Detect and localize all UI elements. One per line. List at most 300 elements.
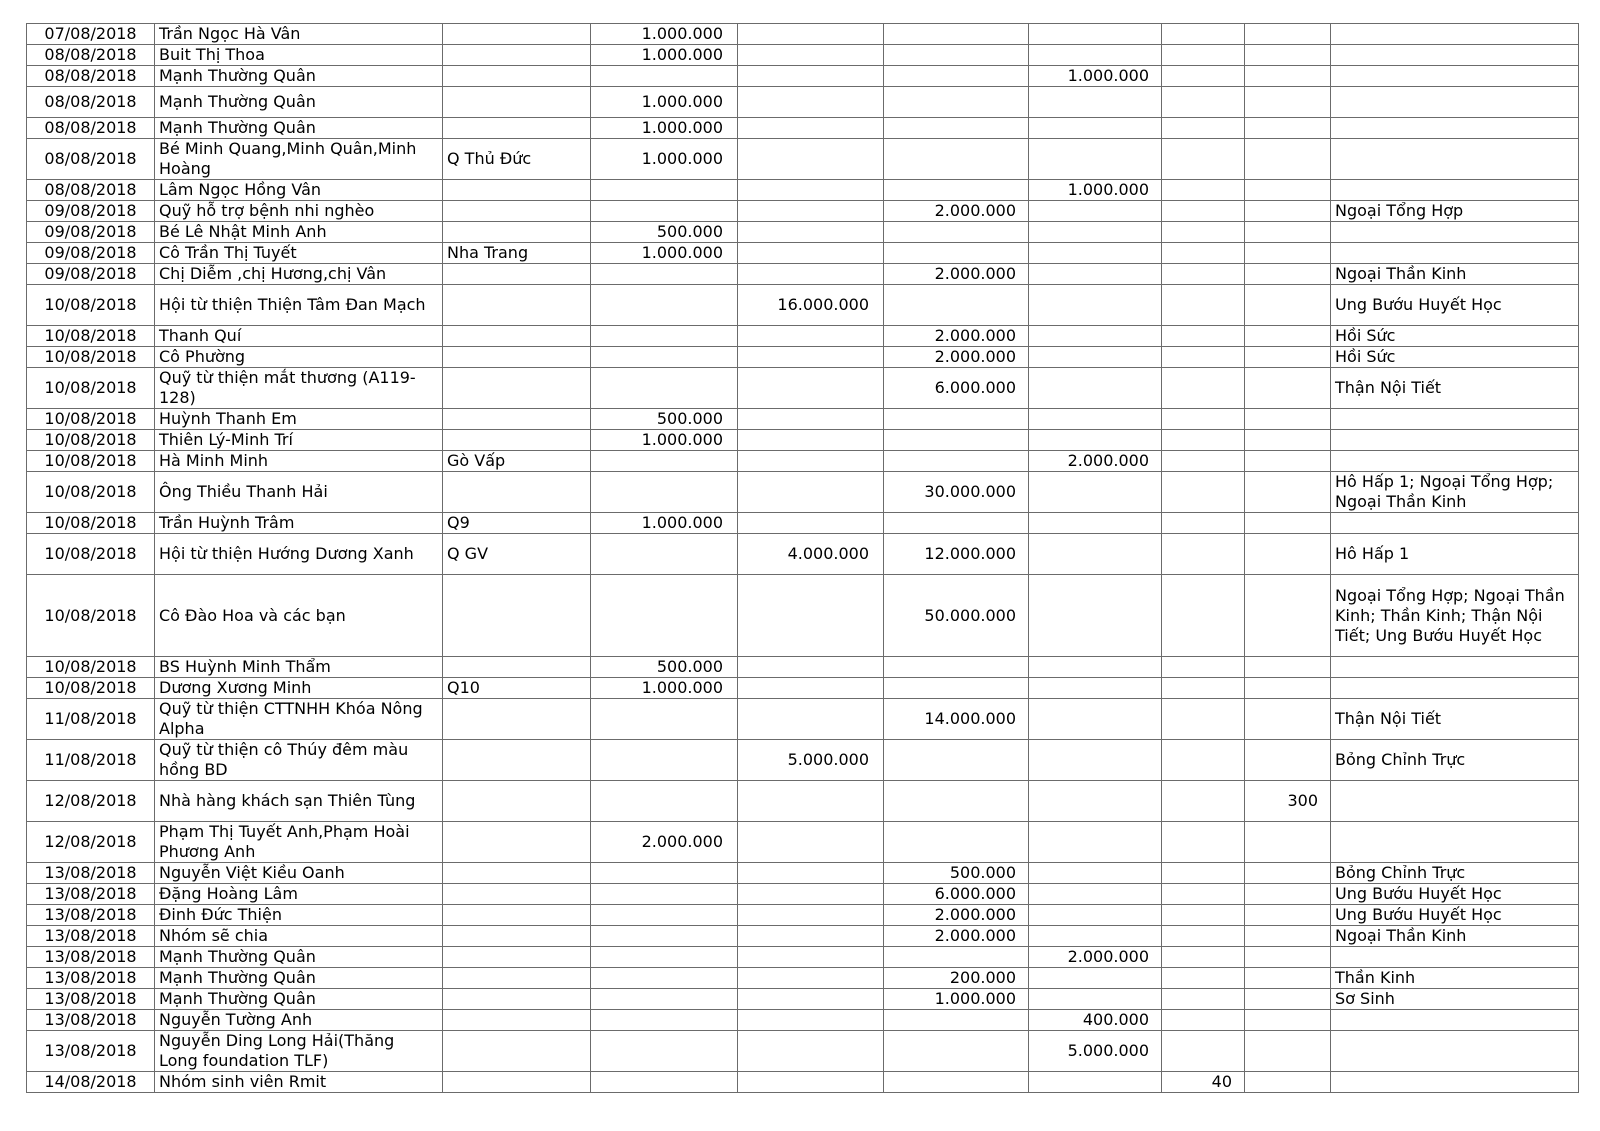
- amount-col-1-cell: [591, 264, 738, 285]
- location-cell: [443, 180, 591, 201]
- table-row: [27, 947, 1579, 968]
- date-cell: 13/08/2018: [27, 968, 155, 989]
- amount-col-4-cell: 5.000.000: [1029, 1031, 1162, 1072]
- department-cell: [1331, 947, 1579, 968]
- amount-col-2-cell: 4.000.000: [738, 534, 884, 575]
- quantity-col-2-cell: [1245, 1031, 1331, 1072]
- donor-name-cell: Phạm Thị Tuyết Anh,Phạm Hoài Phương Anh: [155, 822, 443, 863]
- department-cell: Hô Hấp 1; Ngoại Tổng Hợp; Ngoại Thần Kinh: [1331, 472, 1579, 513]
- amount-col-4-cell: [1029, 1072, 1162, 1093]
- location-cell: [443, 118, 591, 139]
- amount-col-3-cell: [884, 657, 1029, 678]
- quantity-col-2-cell: [1245, 989, 1331, 1010]
- quantity-col-2-cell: 300: [1245, 781, 1331, 822]
- amount-col-3-cell: [884, 139, 1029, 180]
- table-row: [27, 926, 1579, 947]
- quantity-col-1-cell: [1162, 513, 1245, 534]
- amount-col-4-cell: [1029, 678, 1162, 699]
- amount-col-4-cell: 2.000.000: [1029, 947, 1162, 968]
- table-row: [27, 264, 1579, 285]
- quantity-col-1-cell: [1162, 409, 1245, 430]
- location-cell: Q9: [443, 513, 591, 534]
- department-cell: Ngoại Tổng Hợp; Ngoại Thần Kinh; Thần Kinh; Thận Nội Tiết; Ung Bướu Huyết Học: [1331, 575, 1579, 657]
- amount-col-1-cell: 1.000.000: [591, 45, 738, 66]
- department-cell: [1331, 678, 1579, 699]
- quantity-col-1-cell: [1162, 1031, 1245, 1072]
- amount-col-1-cell: [591, 575, 738, 657]
- location-cell: Nha Trang: [443, 243, 591, 264]
- amount-col-4-cell: [1029, 87, 1162, 118]
- donor-name-cell: Quỹ từ thiện cô Thúy đêm màu hồng BD: [155, 740, 443, 781]
- table-row: [27, 243, 1579, 264]
- amount-col-2-cell: [738, 409, 884, 430]
- location-cell: [443, 740, 591, 781]
- amount-col-2-cell: [738, 24, 884, 45]
- amount-col-4-cell: 1.000.000: [1029, 180, 1162, 201]
- date-cell: 13/08/2018: [27, 1010, 155, 1031]
- date-cell: 13/08/2018: [27, 989, 155, 1010]
- department-cell: Bỏng Chỉnh Trực: [1331, 863, 1579, 884]
- table-row: [27, 699, 1579, 740]
- quantity-col-2-cell: [1245, 409, 1331, 430]
- donor-name-cell: Quỹ từ thiện CTTNHH Khóa Nông Alpha: [155, 699, 443, 740]
- amount-col-3-cell: [884, 1031, 1029, 1072]
- quantity-col-1-cell: [1162, 368, 1245, 409]
- amount-col-1-cell: [591, 66, 738, 87]
- table-row: [27, 368, 1579, 409]
- quantity-col-2-cell: [1245, 472, 1331, 513]
- amount-col-1-cell: [591, 1072, 738, 1093]
- amount-col-2-cell: [738, 347, 884, 368]
- quantity-col-2-cell: [1245, 822, 1331, 863]
- amount-col-3-cell: 14.000.000: [884, 699, 1029, 740]
- amount-col-3-cell: [884, 409, 1029, 430]
- location-cell: [443, 947, 591, 968]
- amount-col-4-cell: [1029, 884, 1162, 905]
- amount-col-1-cell: [591, 781, 738, 822]
- amount-col-2-cell: [738, 947, 884, 968]
- date-cell: 13/08/2018: [27, 1031, 155, 1072]
- table-row: [27, 1010, 1579, 1031]
- table-row: [27, 430, 1579, 451]
- quantity-col-1-cell: [1162, 201, 1245, 222]
- donor-name-cell: Ông Thiều Thanh Hải: [155, 472, 443, 513]
- quantity-col-2-cell: [1245, 678, 1331, 699]
- quantity-col-1-cell: [1162, 822, 1245, 863]
- amount-col-1-cell: [591, 1010, 738, 1031]
- department-cell: [1331, 66, 1579, 87]
- donor-name-cell: Buit Thị Thoa: [155, 45, 443, 66]
- amount-col-1-cell: 1.000.000: [591, 118, 738, 139]
- date-cell: 08/08/2018: [27, 180, 155, 201]
- date-cell: 13/08/2018: [27, 863, 155, 884]
- date-cell: 12/08/2018: [27, 822, 155, 863]
- quantity-col-2-cell: [1245, 264, 1331, 285]
- date-cell: 10/08/2018: [27, 451, 155, 472]
- quantity-col-1-cell: [1162, 740, 1245, 781]
- date-cell: 08/08/2018: [27, 139, 155, 180]
- quantity-col-1-cell: [1162, 24, 1245, 45]
- table-row: [27, 740, 1579, 781]
- amount-col-1-cell: 1.000.000: [591, 430, 738, 451]
- amount-col-2-cell: [738, 905, 884, 926]
- date-cell: 13/08/2018: [27, 884, 155, 905]
- quantity-col-1-cell: [1162, 87, 1245, 118]
- location-cell: [443, 285, 591, 326]
- donor-name-cell: Bé Minh Quang,Minh Quân,Minh Hoàng: [155, 139, 443, 180]
- location-cell: [443, 1010, 591, 1031]
- amount-col-4-cell: [1029, 781, 1162, 822]
- date-cell: 07/08/2018: [27, 24, 155, 45]
- table-row: [27, 222, 1579, 243]
- amount-col-3-cell: [884, 118, 1029, 139]
- amount-col-2-cell: [738, 472, 884, 513]
- quantity-col-2-cell: [1245, 575, 1331, 657]
- amount-col-3-cell: 2.000.000: [884, 264, 1029, 285]
- quantity-col-2-cell: [1245, 968, 1331, 989]
- quantity-col-1-cell: [1162, 347, 1245, 368]
- table-row: [27, 863, 1579, 884]
- department-cell: [1331, 24, 1579, 45]
- amount-col-2-cell: [738, 368, 884, 409]
- amount-col-3-cell: 2.000.000: [884, 347, 1029, 368]
- donor-name-cell: Quỹ từ thiện mắt thương (A119-128): [155, 368, 443, 409]
- table-row: [27, 118, 1579, 139]
- quantity-col-2-cell: [1245, 905, 1331, 926]
- location-cell: [443, 472, 591, 513]
- amount-col-3-cell: [884, 285, 1029, 326]
- date-cell: 14/08/2018: [27, 1072, 155, 1093]
- amount-col-4-cell: [1029, 347, 1162, 368]
- amount-col-1-cell: [591, 534, 738, 575]
- location-cell: [443, 1031, 591, 1072]
- quantity-col-2-cell: [1245, 884, 1331, 905]
- location-cell: [443, 822, 591, 863]
- quantity-col-1-cell: [1162, 968, 1245, 989]
- amount-col-2-cell: [738, 884, 884, 905]
- quantity-col-1-cell: 40: [1162, 1072, 1245, 1093]
- amount-col-4-cell: [1029, 822, 1162, 863]
- quantity-col-1-cell: [1162, 926, 1245, 947]
- amount-col-3-cell: 6.000.000: [884, 368, 1029, 409]
- department-cell: [1331, 1072, 1579, 1093]
- amount-col-4-cell: [1029, 24, 1162, 45]
- amount-col-2-cell: [738, 222, 884, 243]
- department-cell: [1331, 139, 1579, 180]
- amount-col-3-cell: [884, 1072, 1029, 1093]
- amount-col-1-cell: [591, 368, 738, 409]
- donor-name-cell: Hội từ thiện Hướng Dương Xanh: [155, 534, 443, 575]
- amount-col-1-cell: [591, 347, 738, 368]
- amount-col-2-cell: [738, 699, 884, 740]
- quantity-col-1-cell: [1162, 989, 1245, 1010]
- amount-col-3-cell: 2.000.000: [884, 201, 1029, 222]
- amount-col-2-cell: [738, 264, 884, 285]
- quantity-col-1-cell: [1162, 451, 1245, 472]
- amount-col-4-cell: [1029, 740, 1162, 781]
- department-cell: [1331, 1010, 1579, 1031]
- amount-col-4-cell: [1029, 657, 1162, 678]
- amount-col-3-cell: [884, 678, 1029, 699]
- department-cell: [1331, 1031, 1579, 1072]
- amount-col-1-cell: 1.000.000: [591, 139, 738, 180]
- location-cell: [443, 66, 591, 87]
- donor-name-cell: Cô Đào Hoa và các bạn: [155, 575, 443, 657]
- amount-col-4-cell: [1029, 989, 1162, 1010]
- quantity-col-1-cell: [1162, 884, 1245, 905]
- department-cell: [1331, 243, 1579, 264]
- amount-col-3-cell: 2.000.000: [884, 926, 1029, 947]
- donor-name-cell: Nhà hàng khách sạn Thiên Tùng: [155, 781, 443, 822]
- quantity-col-2-cell: [1245, 699, 1331, 740]
- amount-col-4-cell: [1029, 222, 1162, 243]
- quantity-col-2-cell: [1245, 513, 1331, 534]
- table-row: [27, 678, 1579, 699]
- amount-col-4-cell: [1029, 201, 1162, 222]
- amount-col-2-cell: [738, 118, 884, 139]
- amount-col-1-cell: [591, 947, 738, 968]
- quantity-col-2-cell: [1245, 24, 1331, 45]
- date-cell: 10/08/2018: [27, 472, 155, 513]
- location-cell: [443, 87, 591, 118]
- table-row: [27, 884, 1579, 905]
- table-row: [27, 534, 1579, 575]
- department-cell: [1331, 513, 1579, 534]
- amount-col-3-cell: 500.000: [884, 863, 1029, 884]
- amount-col-2-cell: [738, 451, 884, 472]
- table-row: [27, 905, 1579, 926]
- location-cell: Q GV: [443, 534, 591, 575]
- quantity-col-2-cell: [1245, 118, 1331, 139]
- date-cell: 10/08/2018: [27, 575, 155, 657]
- department-cell: [1331, 657, 1579, 678]
- location-cell: [443, 968, 591, 989]
- date-cell: 08/08/2018: [27, 66, 155, 87]
- table-row: [27, 66, 1579, 87]
- date-cell: 11/08/2018: [27, 740, 155, 781]
- amount-col-2-cell: [738, 1010, 884, 1031]
- amount-col-1-cell: [591, 1031, 738, 1072]
- amount-col-4-cell: [1029, 264, 1162, 285]
- amount-col-1-cell: [591, 740, 738, 781]
- table-row: [27, 575, 1579, 657]
- table-row: [27, 87, 1579, 118]
- amount-col-1-cell: 2.000.000: [591, 822, 738, 863]
- quantity-col-1-cell: [1162, 575, 1245, 657]
- amount-col-4-cell: 1.000.000: [1029, 66, 1162, 87]
- department-cell: Thần Kinh: [1331, 968, 1579, 989]
- donor-name-cell: Mạnh Thường Quân: [155, 947, 443, 968]
- table-row: [27, 657, 1579, 678]
- department-cell: Ung Bướu Huyết Học: [1331, 884, 1579, 905]
- table-row: [27, 781, 1579, 822]
- quantity-col-2-cell: [1245, 430, 1331, 451]
- location-cell: [443, 905, 591, 926]
- table-row: [27, 409, 1579, 430]
- department-cell: [1331, 451, 1579, 472]
- location-cell: Q10: [443, 678, 591, 699]
- quantity-col-2-cell: [1245, 534, 1331, 575]
- amount-col-1-cell: 1.000.000: [591, 513, 738, 534]
- quantity-col-1-cell: [1162, 699, 1245, 740]
- donor-name-cell: Nguyễn Ding Long Hải(Thăng Long foundation TLF): [155, 1031, 443, 1072]
- amount-col-3-cell: [884, 513, 1029, 534]
- donor-name-cell: Đặng Hoàng Lâm: [155, 884, 443, 905]
- quantity-col-1-cell: [1162, 222, 1245, 243]
- department-cell: Bỏng Chỉnh Trực: [1331, 740, 1579, 781]
- donor-name-cell: Cô Phường: [155, 347, 443, 368]
- amount-col-1-cell: [591, 968, 738, 989]
- quantity-col-1-cell: [1162, 118, 1245, 139]
- amount-col-3-cell: [884, 430, 1029, 451]
- donor-name-cell: Mạnh Thường Quân: [155, 87, 443, 118]
- amount-col-1-cell: [591, 201, 738, 222]
- amount-col-4-cell: [1029, 243, 1162, 264]
- quantity-col-2-cell: [1245, 285, 1331, 326]
- quantity-col-2-cell: [1245, 139, 1331, 180]
- amount-col-4-cell: [1029, 430, 1162, 451]
- quantity-col-1-cell: [1162, 657, 1245, 678]
- amount-col-2-cell: [738, 513, 884, 534]
- table-row: [27, 139, 1579, 180]
- department-cell: Hồi Sức: [1331, 326, 1579, 347]
- donor-name-cell: Trần Huỳnh Trâm: [155, 513, 443, 534]
- quantity-col-2-cell: [1245, 347, 1331, 368]
- location-cell: [443, 201, 591, 222]
- location-cell: Gò Vấp: [443, 451, 591, 472]
- amount-col-2-cell: [738, 781, 884, 822]
- amount-col-4-cell: [1029, 863, 1162, 884]
- ledger-rows: [27, 24, 1579, 1093]
- donor-name-cell: Thiên Lý-Minh Trí: [155, 430, 443, 451]
- amount-col-3-cell: 30.000.000: [884, 472, 1029, 513]
- amount-col-2-cell: [738, 201, 884, 222]
- department-cell: Ngoại Thần Kinh: [1331, 264, 1579, 285]
- quantity-col-2-cell: [1245, 87, 1331, 118]
- amount-col-1-cell: 500.000: [591, 657, 738, 678]
- quantity-col-2-cell: [1245, 326, 1331, 347]
- amount-col-2-cell: [738, 1031, 884, 1072]
- department-cell: [1331, 409, 1579, 430]
- amount-col-4-cell: [1029, 368, 1162, 409]
- table-row: [27, 1031, 1579, 1072]
- table-row: [27, 822, 1579, 863]
- amount-col-4-cell: [1029, 472, 1162, 513]
- quantity-col-1-cell: [1162, 678, 1245, 699]
- table-row: [27, 326, 1579, 347]
- amount-col-2-cell: [738, 87, 884, 118]
- department-cell: Hô Hấp 1: [1331, 534, 1579, 575]
- quantity-col-2-cell: [1245, 66, 1331, 87]
- date-cell: 09/08/2018: [27, 222, 155, 243]
- quantity-col-2-cell: [1245, 926, 1331, 947]
- department-cell: [1331, 781, 1579, 822]
- date-cell: 10/08/2018: [27, 513, 155, 534]
- donor-name-cell: Chị Diễm ,chị Hương,chị Vân: [155, 264, 443, 285]
- donor-name-cell: Huỳnh Thanh Em: [155, 409, 443, 430]
- donor-name-cell: Mạnh Thường Quân: [155, 118, 443, 139]
- donor-name-cell: Lâm Ngọc Hồng Vân: [155, 180, 443, 201]
- department-cell: [1331, 822, 1579, 863]
- quantity-col-2-cell: [1245, 740, 1331, 781]
- table-row: [27, 347, 1579, 368]
- date-cell: 12/08/2018: [27, 781, 155, 822]
- date-cell: 08/08/2018: [27, 45, 155, 66]
- table-row: [27, 472, 1579, 513]
- location-cell: [443, 45, 591, 66]
- donor-name-cell: Mạnh Thường Quân: [155, 989, 443, 1010]
- donor-name-cell: Hà Minh Minh: [155, 451, 443, 472]
- amount-col-1-cell: 1.000.000: [591, 87, 738, 118]
- department-cell: [1331, 180, 1579, 201]
- amount-col-3-cell: [884, 451, 1029, 472]
- amount-col-4-cell: [1029, 534, 1162, 575]
- table-row: [27, 201, 1579, 222]
- amount-col-2-cell: [738, 575, 884, 657]
- quantity-col-2-cell: [1245, 243, 1331, 264]
- amount-col-1-cell: 500.000: [591, 222, 738, 243]
- date-cell: 11/08/2018: [27, 699, 155, 740]
- department-cell: [1331, 222, 1579, 243]
- amount-col-1-cell: [591, 989, 738, 1010]
- location-cell: [443, 24, 591, 45]
- amount-col-3-cell: 200.000: [884, 968, 1029, 989]
- amount-col-2-cell: [738, 989, 884, 1010]
- table-row: [27, 513, 1579, 534]
- amount-col-4-cell: [1029, 968, 1162, 989]
- amount-col-1-cell: [591, 905, 738, 926]
- amount-col-1-cell: [591, 285, 738, 326]
- amount-col-4-cell: [1029, 139, 1162, 180]
- quantity-col-1-cell: [1162, 264, 1245, 285]
- location-cell: [443, 989, 591, 1010]
- amount-col-3-cell: [884, 740, 1029, 781]
- quantity-col-2-cell: [1245, 1010, 1331, 1031]
- amount-col-2-cell: [738, 926, 884, 947]
- date-cell: 10/08/2018: [27, 368, 155, 409]
- department-cell: [1331, 45, 1579, 66]
- amount-col-1-cell: 1.000.000: [591, 24, 738, 45]
- department-cell: [1331, 430, 1579, 451]
- amount-col-3-cell: [884, 66, 1029, 87]
- amount-col-1-cell: 500.000: [591, 409, 738, 430]
- quantity-col-2-cell: [1245, 657, 1331, 678]
- donor-name-cell: Nhóm sẽ chia: [155, 926, 443, 947]
- department-cell: Ung Bướu Huyết Học: [1331, 285, 1579, 326]
- quantity-col-2-cell: [1245, 222, 1331, 243]
- amount-col-3-cell: [884, 781, 1029, 822]
- donor-name-cell: Dương Xương Minh: [155, 678, 443, 699]
- date-cell: 10/08/2018: [27, 285, 155, 326]
- department-cell: Thận Nội Tiết: [1331, 368, 1579, 409]
- table-row: [27, 968, 1579, 989]
- amount-col-3-cell: [884, 180, 1029, 201]
- quantity-col-2-cell: [1245, 1072, 1331, 1093]
- amount-col-2-cell: [738, 822, 884, 863]
- amount-col-2-cell: [738, 66, 884, 87]
- donor-name-cell: Nguyễn Tường Anh: [155, 1010, 443, 1031]
- quantity-col-2-cell: [1245, 45, 1331, 66]
- quantity-col-1-cell: [1162, 905, 1245, 926]
- donor-name-cell: Mạnh Thường Quân: [155, 66, 443, 87]
- date-cell: 10/08/2018: [27, 678, 155, 699]
- location-cell: [443, 699, 591, 740]
- date-cell: 10/08/2018: [27, 430, 155, 451]
- date-cell: 13/08/2018: [27, 926, 155, 947]
- donor-name-cell: Bé Lê Nhật Minh Anh: [155, 222, 443, 243]
- amount-col-4-cell: [1029, 118, 1162, 139]
- amount-col-3-cell: 6.000.000: [884, 884, 1029, 905]
